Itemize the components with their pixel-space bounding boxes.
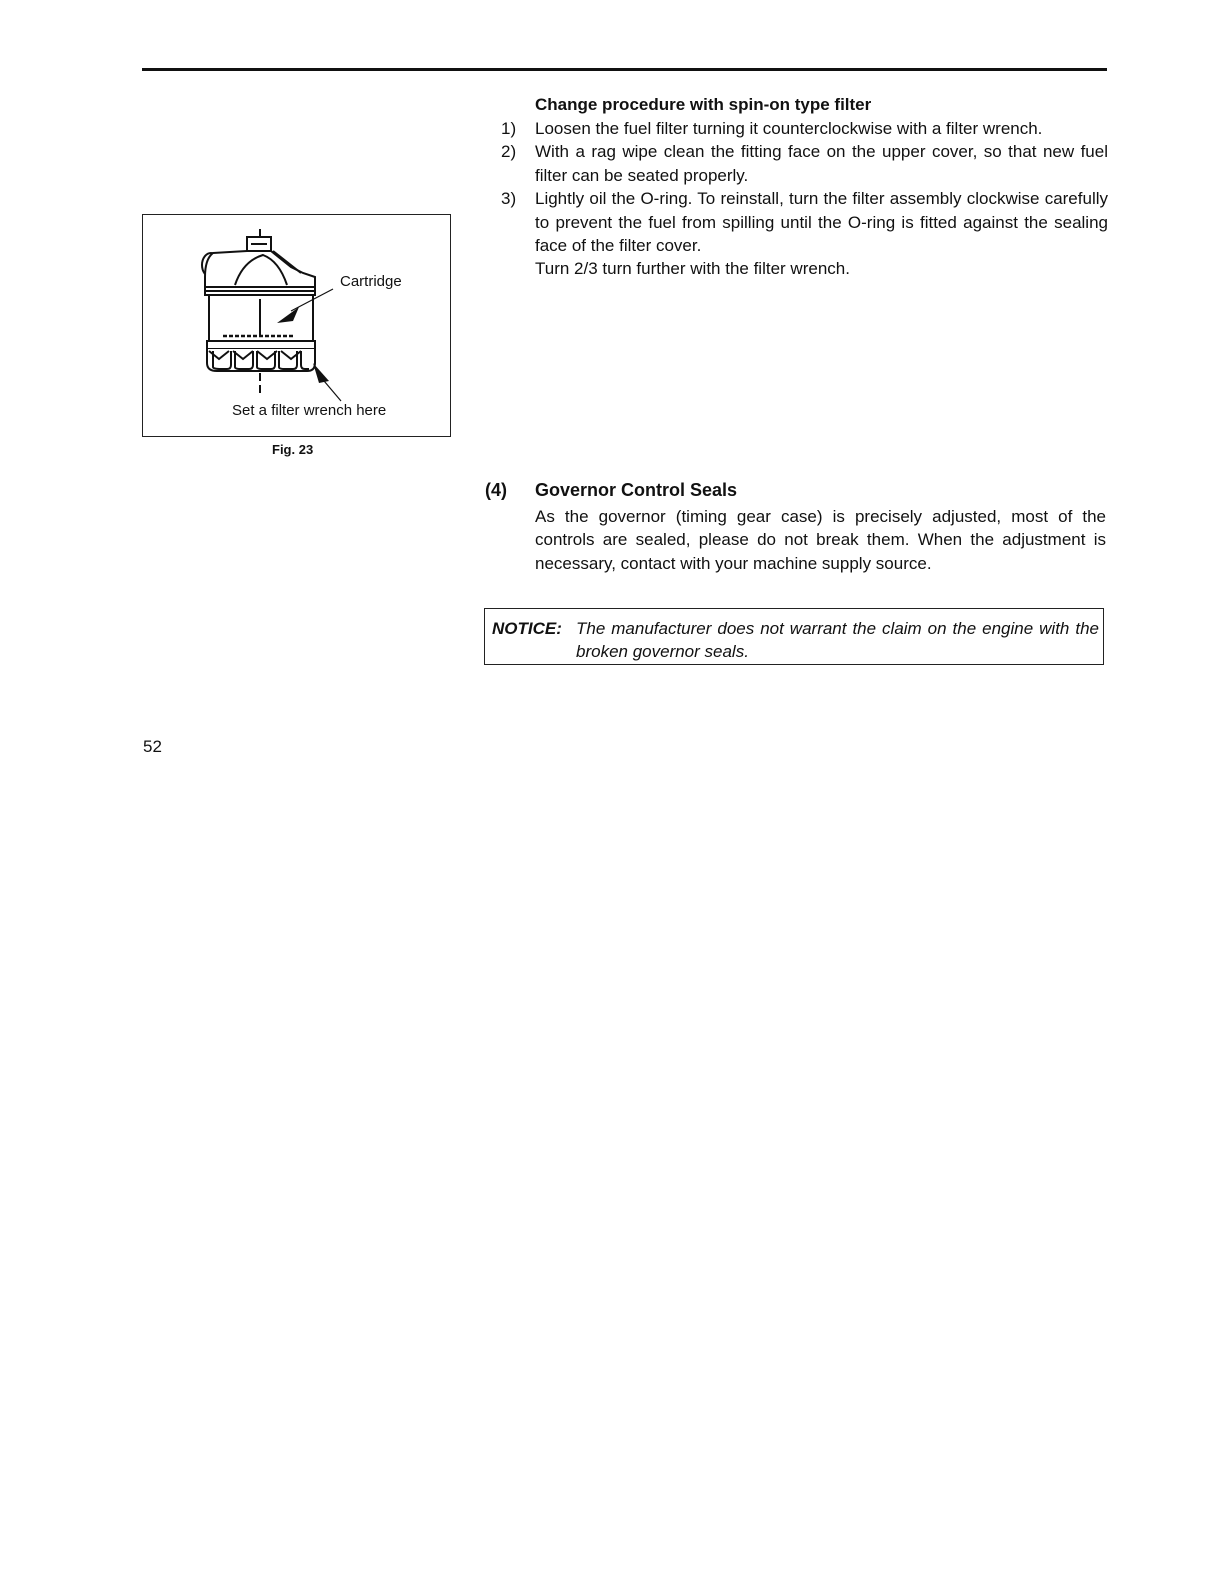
page-number: 52 — [143, 737, 162, 756]
subsection-body: As the governor (timing gear case) is precisely adjusted, most of the controls are sealed, please do not break them. When the adjustment is necessary, contact with your machine supply source. — [535, 507, 1106, 573]
notice-text: The manufacturer does not warrant the claim on the engine with the broken governor seals. — [576, 619, 1099, 662]
notice-label: NOTICE: — [492, 619, 562, 638]
procedure-steps — [498, 117, 1108, 281]
cartridge-label: Cartridge — [340, 273, 402, 290]
figure-caption: Fig. 23 — [272, 442, 314, 457]
step-number: 3) — [501, 189, 517, 209]
step-number: 2) — [501, 142, 517, 162]
step-item — [498, 117, 1108, 140]
step-text: Loosen the fuel filter turning it counterclockwise with a filter wrench. — [535, 119, 1043, 138]
subsection-number: (4) — [485, 480, 507, 500]
header-rule — [142, 68, 1107, 71]
subsection-title: Governor Control Seals — [535, 480, 738, 500]
step-continuation: Turn 2/3 turn further with the filter wrench. — [535, 259, 850, 279]
step-text: With a rag wipe clean the fitting face on the upper cover, so that new fuel filter can be seated properly. — [535, 142, 1108, 185]
wrench-arrow — [313, 363, 329, 383]
notice-box — [484, 608, 1104, 665]
step-item — [498, 187, 1108, 257]
step-text: Lightly oil the O-ring. To reinstall, turn the filter assembly clockwise carefully to prevent the fuel from spilling until the O-ring is fitted against the sealing face of the filter cover. — [535, 189, 1108, 256]
figure-frame — [142, 214, 451, 437]
step-item — [498, 140, 1108, 187]
step-number: 1) — [501, 119, 517, 138]
section-heading: Change procedure with spin-on type filter — [535, 95, 872, 114]
wrench-label: Set a filter wrench here — [232, 402, 387, 419]
